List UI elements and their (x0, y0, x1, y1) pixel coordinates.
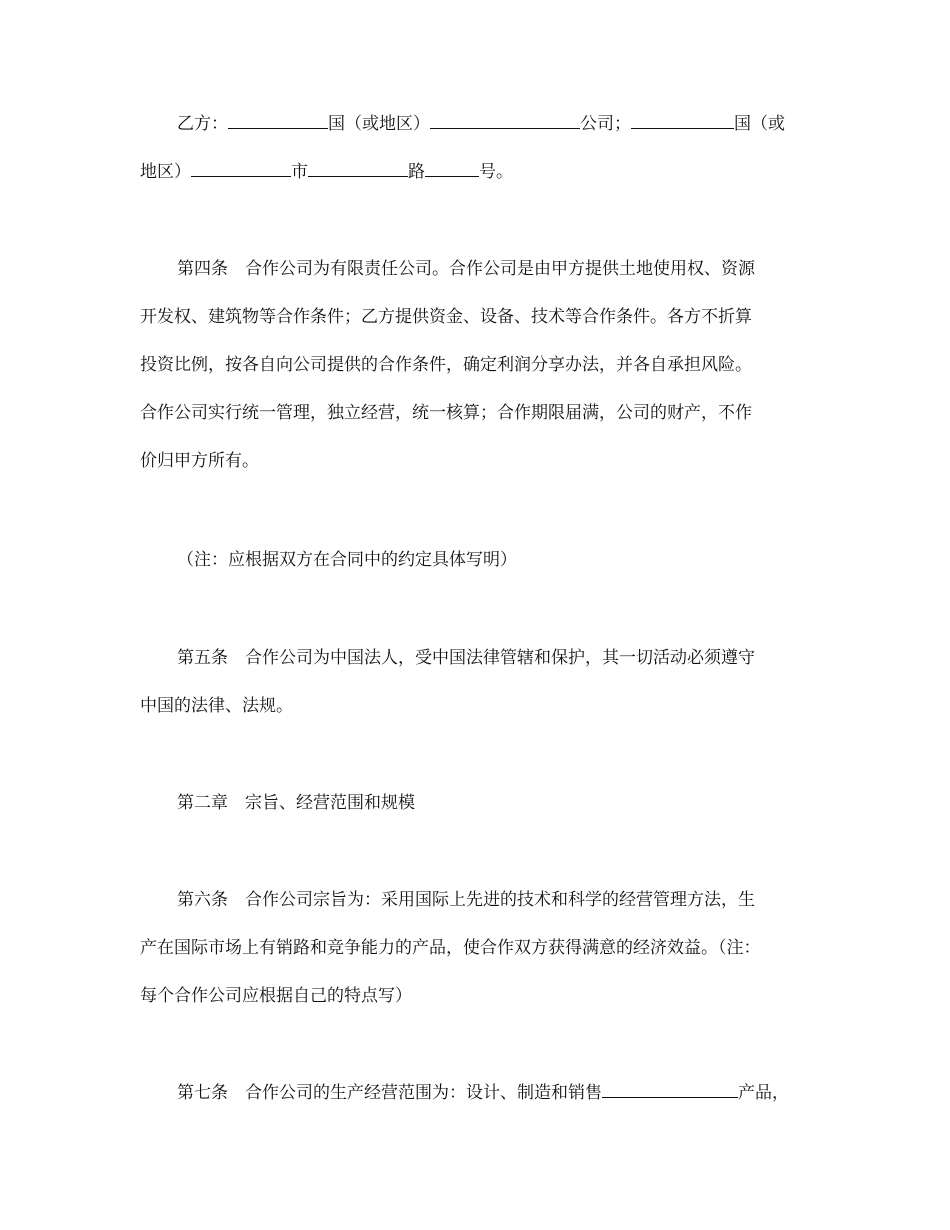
blank-field (631, 112, 734, 129)
party-b-line-1 (177, 112, 785, 136)
article-4-line: 开发权、建筑物等合作条件；乙方提供资金、设备、技术等合作条件。各方不折算 (140, 307, 752, 327)
blank-field (425, 160, 479, 177)
article-4-line: 投资比例，按各自向公司提供的合作条件，确定利润分享办法，并各自承担风险。 (140, 355, 752, 375)
party-b-road-text: 路 (408, 162, 425, 182)
article-6-line: 第六条 合作公司宗旨为：采用国际上先进的技术和科学的经营管理方法，生 (177, 890, 755, 910)
article-6-line: 产在国际市场上有销路和竞争能力的产品，使合作双方获得满意的经济效益。（注： (140, 938, 761, 958)
article-4-line: 第四条 合作公司为有限责任公司。合作公司是由甲方提供土地使用权、资源 (177, 259, 755, 279)
article-5-line: 中国的法律、法规。 (140, 696, 293, 716)
article-5-line: 第五条 合作公司为中国法人，受中国法律管辖和保护，其一切活动必须遵守 (177, 648, 755, 668)
party-b-number-text: 号。 (479, 162, 513, 182)
article-7-prefix: 第七条 合作公司的生产经营范围为：设计、制造和销售 (177, 1083, 602, 1103)
party-b-company-text: 公司； (580, 114, 631, 134)
article-7-line (177, 1081, 789, 1105)
note-text: （注：应根据双方在合同中的约定具体写明） (177, 550, 517, 570)
article-6-line: 每个合作公司应根据自己的特点写） (140, 986, 412, 1006)
party-b-label: 乙方： (177, 114, 228, 134)
blank-field (602, 1081, 738, 1098)
party-b-country-text: 国（或地区） (328, 114, 430, 134)
party-b-region-text: 地区） (140, 162, 191, 182)
article-4-line: 价归甲方所有。 (140, 451, 259, 471)
blank-field (228, 112, 328, 129)
party-b-country2-text: 国（或 (734, 114, 785, 134)
blank-field (430, 112, 580, 129)
party-b-city-text: 市 (291, 162, 308, 182)
blank-field (308, 160, 408, 177)
blank-field (191, 160, 291, 177)
chapter-heading: 第二章 宗旨、经营范围和规模 (177, 793, 415, 813)
article-4-line: 合作公司实行统一管理，独立经营，统一核算；合作期限届满，公司的财产，不作 (140, 403, 752, 423)
party-b-line-2 (140, 160, 513, 184)
article-7-suffix: 产品， (738, 1083, 789, 1103)
